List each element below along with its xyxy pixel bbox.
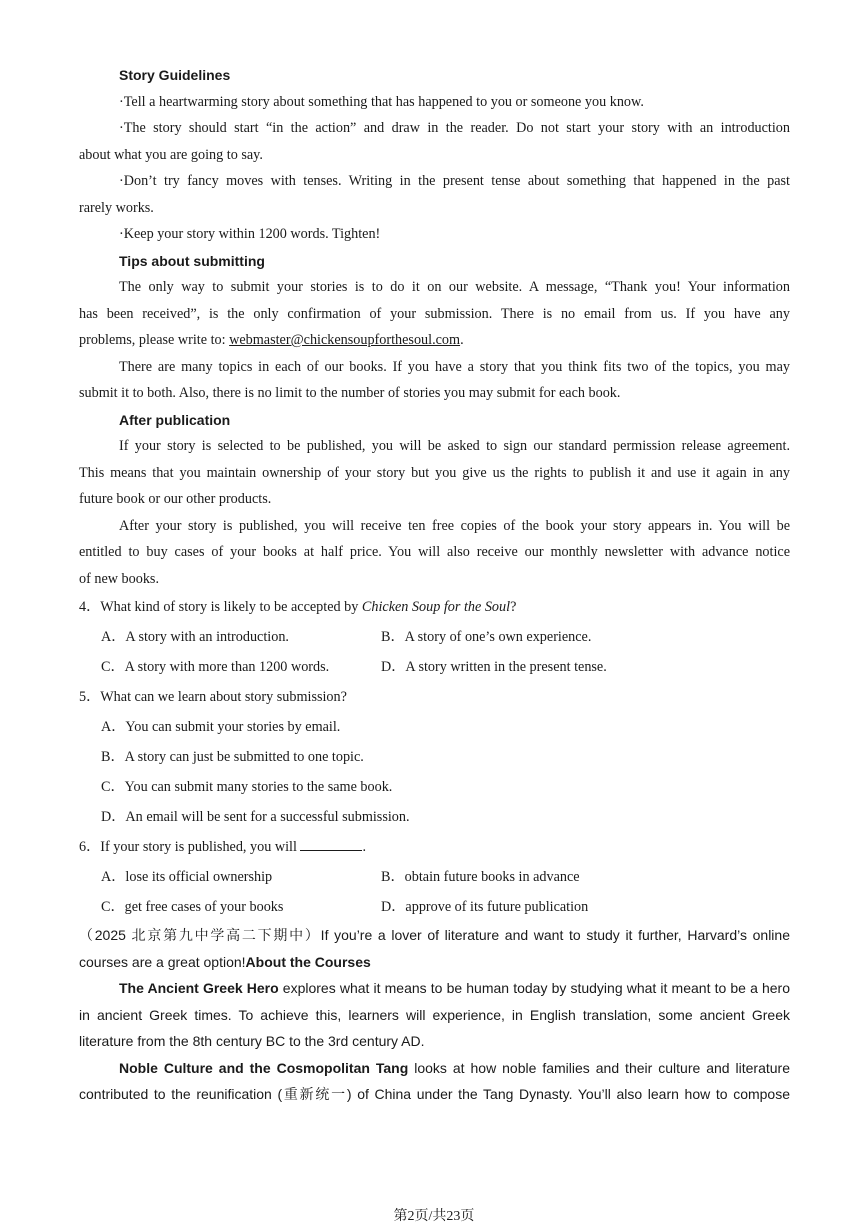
course-1-line-1 xyxy=(79,975,790,1002)
question-4-stem-end: ? xyxy=(510,599,517,615)
question-6-options-row-2 xyxy=(79,892,790,922)
after-p1-line-2: This means that you maintain ownership of your story but you give us the rights to publish it and use it again in any xyxy=(79,464,790,481)
tips-p1-line-3-text: problems, please write to: xyxy=(79,332,230,348)
tips-p2-line-1: There are many topics in each of our books. If you have a story that you think fits two of the topics, you may xyxy=(119,358,790,375)
passage-2-intro-text: courses are a great option! xyxy=(79,953,246,970)
question-5-option-b-row xyxy=(79,742,790,772)
question-4-option-b[interactable]: B．A story of one’s own experience. xyxy=(381,629,592,645)
question-5-option-c[interactable]: C．You can submit many stories to the same book. xyxy=(101,779,393,795)
document-page xyxy=(79,62,790,1108)
tips-p1-line-1: The only way to submit your stories is to do it on our website. A message, “Thank you! Your information xyxy=(119,279,790,295)
after-publication-heading: After publication xyxy=(119,411,231,428)
after-p2-line-1: After your story is published, you will receive ten free copies of the book your story appears in. You will be xyxy=(119,517,790,534)
course-2-line-1-text: looks at how noble families and their culture and literature xyxy=(408,1059,790,1076)
course-2-title: Noble Culture and the Cosmopolitan Tang xyxy=(119,1059,409,1076)
question-4-options-row-1 xyxy=(79,622,790,652)
question-6-option-c[interactable]: C．get free cases of your books xyxy=(101,899,284,915)
passage-2-intro-line-1: （2025 北京第九中学高二下期中）If you’re a lover of literature and want to study it further, Harvard’s online xyxy=(79,927,790,943)
answer-blank xyxy=(300,834,362,851)
guideline-2-line-1: ·The story should start “in the action” and draw in the reader. Do not start your story with an introduction xyxy=(119,120,790,136)
question-5-option-d-row xyxy=(79,802,790,832)
after-p1-line-1: If your story is selected to be published, you will be asked to sign our standard permission release agreement. xyxy=(119,438,790,454)
tips-p2-line-2: submit it to both. Also, there is no limit to the number of stories you may submit for each book. xyxy=(79,385,621,401)
question-4-stem-text: 4．What kind of story is likely to be accepted by xyxy=(79,599,362,615)
guideline-3-line-2: rarely works. xyxy=(79,199,154,216)
guideline-2-line-2: about what you are going to say. xyxy=(79,146,263,163)
question-4-options-row-2 xyxy=(79,652,790,682)
question-5-option-d[interactable]: D．An email will be sent for a successful submission. xyxy=(101,809,410,825)
guideline-1: ·Tell a heartwarming story about something that has happened to you or someone you know. xyxy=(119,93,644,110)
tips-p1-line-3 xyxy=(79,327,790,354)
guideline-4: ·Keep your story within 1200 words. Tighten! xyxy=(119,226,381,242)
webmaster-email-link[interactable]: webmaster@chickensoupforthesoul.com xyxy=(229,332,461,348)
after-p2-line-2: entitled to buy cases of your books at half price. You will also receive our monthly newsletter with advance notice xyxy=(79,544,790,560)
course-1-line-1-text: explores what it means to be human today by studying what it meant to be a hero xyxy=(278,980,790,996)
after-p2-line-3: of new books. xyxy=(79,570,159,587)
question-6-option-b[interactable]: B．obtain future books in advance xyxy=(381,869,580,885)
question-5-stem: 5．What can we learn about story submission? xyxy=(79,689,347,705)
question-5-option-b[interactable]: B．A story can just be submitted to one topic. xyxy=(101,749,364,765)
question-6-option-d[interactable]: D．approve of its future publication xyxy=(381,899,589,915)
course-2-line-2: contributed to the reunification (重新统一) of China under the Tang Dynasty. You’ll also learn how to compose xyxy=(79,1086,790,1102)
question-4-stem xyxy=(79,592,790,622)
course-2-line-1 xyxy=(79,1055,790,1082)
question-6-stem-text: 6．If your story is published, you will xyxy=(79,839,301,855)
page-number-footer: 第2页/共23页 xyxy=(393,1209,475,1224)
question-4-option-a[interactable]: A．A story with an introduction. xyxy=(101,629,289,645)
question-5-option-a[interactable]: A．You can submit your stories by email. xyxy=(101,719,341,735)
question-6-options-row-1 xyxy=(79,862,790,892)
course-1-line-3: literature from the 8th century BC to the 3rd century AD. xyxy=(79,1033,425,1049)
course-1-title: The Ancient Greek Hero xyxy=(119,980,279,996)
question-4-option-d[interactable]: D．A story written in the present tense. xyxy=(381,659,607,675)
question-5-option-c-row xyxy=(79,772,790,802)
question-6-option-a[interactable]: A．lose its official ownership xyxy=(101,869,273,885)
guideline-3-line-1: ·Don’t try fancy moves with tenses. Writing in the present tense about something that happened in the past xyxy=(119,173,790,189)
tips-heading: Tips about submitting xyxy=(119,252,265,269)
story-guidelines-heading: Story Guidelines xyxy=(119,67,231,83)
question-5-option-a-row xyxy=(79,712,790,742)
about-courses-heading: About the Courses xyxy=(245,953,371,970)
passage-2-intro-line-2 xyxy=(79,949,790,976)
course-1-line-2: in ancient Greek times. To achieve this, learners will experience, in English translation, some ancient Greek xyxy=(79,1006,790,1023)
question-6-stem-end: . xyxy=(362,839,367,855)
tips-p1-line-3-end: . xyxy=(460,332,464,348)
question-4-option-c[interactable]: C．A story with more than 1200 words. xyxy=(101,659,330,675)
question-4-book-title: Chicken Soup for the Soul xyxy=(361,599,511,615)
after-p1-line-3: future book or our other products. xyxy=(79,491,272,507)
question-6-stem xyxy=(79,832,790,862)
tips-p1-line-2: has been received”, is the only confirmation of your submission. There is no email from us. If you have any xyxy=(79,305,790,322)
